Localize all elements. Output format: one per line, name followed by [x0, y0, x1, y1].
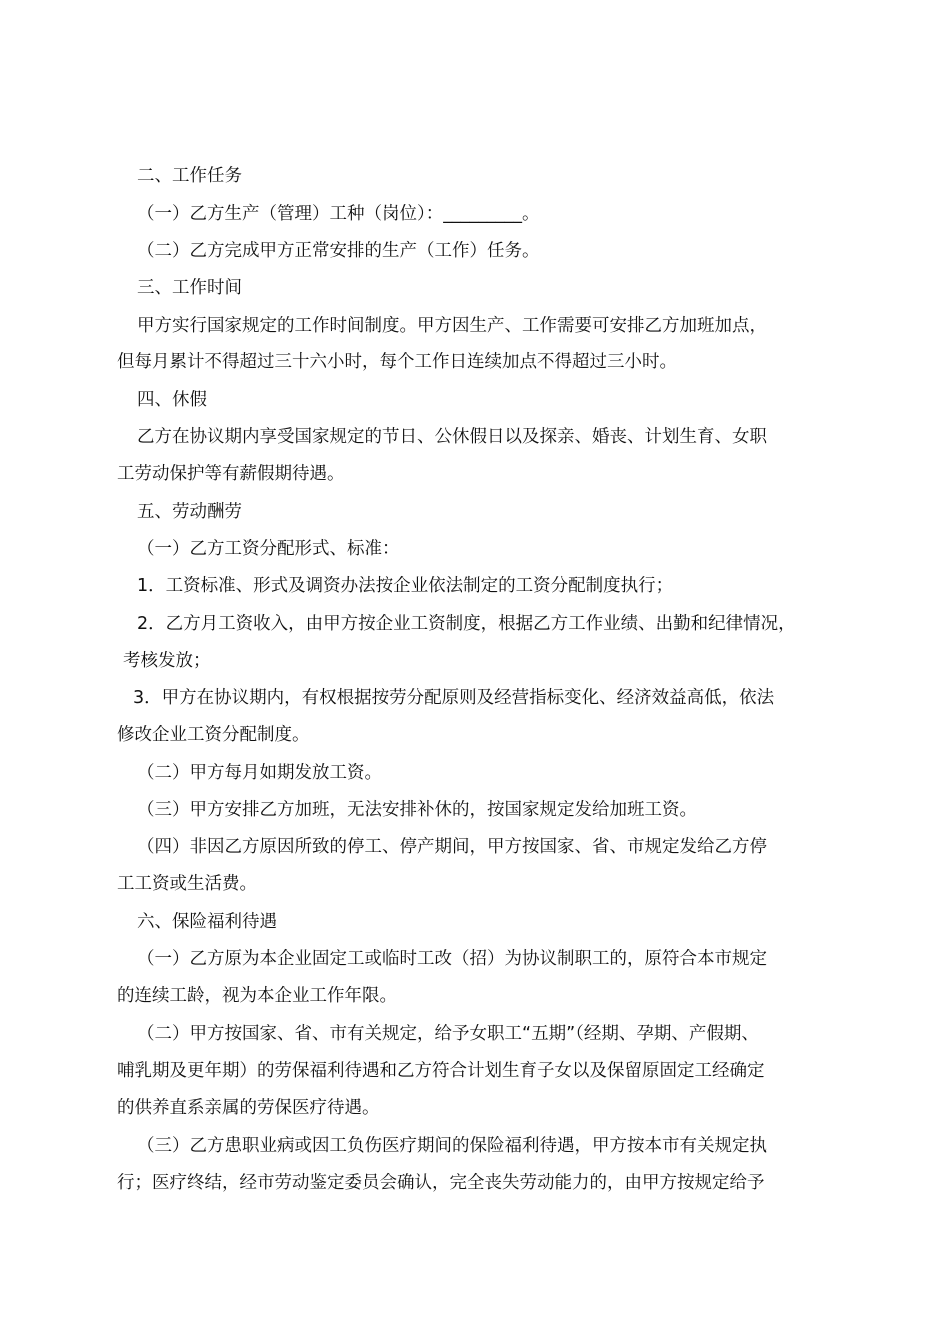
paragraph-line: 行；医疗终结，经市劳动鉴定委员会确认，完全丧失劳动能力的，由甲方按规定给予: [117, 1173, 765, 1193]
paragraph-line: 工工资或生活费。: [117, 874, 257, 894]
paragraph-line: 的连续工龄，视为本企业工作年限。: [117, 986, 397, 1006]
paragraph-line: （四）非因乙方原因所致的停工、停产期间，甲方按国家、省、市规定发给乙方停: [137, 837, 767, 857]
paragraph-line: 乙方在协议期内享受国家规定的节日、公休假日以及探亲、婚丧、计划生育、女职: [137, 427, 767, 447]
paragraph-line: 的供养直系亲属的劳保医疗待遇。: [117, 1098, 380, 1118]
paragraph-line: 3．甲方在协议期内，有权根据按劳分配原则及经营指标变化、经济效益高低，依法: [133, 688, 775, 708]
paragraph-line: （二）甲方每月如期发放工资。: [137, 763, 382, 783]
paragraph-line: 修改企业工资分配制度。: [117, 725, 310, 745]
paragraph-line: 考核发放；: [123, 651, 211, 671]
paragraph-line: 2．乙方月工资收入，由甲方按企业工资制度，根据乙方工作业绩、出勤和纪律情况，: [137, 614, 796, 634]
paragraph-line: （三）甲方安排乙方加班，无法安排补休的，按国家规定发给加班工资。: [137, 800, 697, 820]
paragraph-line: 哺乳期及更年期）的劳保福利待遇和乙方符合计划生育子女以及保留原固定工经确定: [117, 1061, 765, 1081]
paragraph-line: （二）乙方完成甲方正常安排的生产（工作）任务。: [137, 241, 540, 261]
paragraph-line: 1．工资标准、形式及调资办法按企业依法制定的工资分配制度执行；: [137, 576, 674, 596]
paragraph-line: 工劳动保护等有薪假期待遇。: [117, 464, 345, 484]
paragraph-line: （一）乙方工资分配形式、标准：: [137, 539, 400, 559]
section-heading-work-tasks: 二、工作任务: [137, 166, 242, 186]
section-heading-insurance-welfare: 六、保险福利待遇: [137, 912, 277, 932]
paragraph-line: （三）乙方患职业病或因工负伤医疗期间的保险福利待遇，甲方按本市有关规定执: [137, 1136, 767, 1156]
section-heading-vacation: 四、休假: [137, 390, 207, 410]
paragraph-line: 甲方实行国家规定的工作时间制度。甲方因生产、工作需要可安排乙方加班加点，: [137, 316, 767, 336]
paragraph-line: （一）乙方生产（管理）工种（岗位）：_________。: [137, 204, 540, 224]
section-heading-work-hours: 三、工作时间: [137, 278, 242, 298]
paragraph-line: （二）甲方按国家、省、市有关规定，给予女职工“五期”（经期、孕期、产假期、: [137, 1024, 759, 1044]
section-heading-labor-remuneration: 五、劳动酬劳: [137, 502, 242, 522]
paragraph-line: （一）乙方原为本企业固定工或临时工改（招）为协议制职工的，原符合本市规定: [137, 949, 767, 969]
paragraph-line: 但每月累计不得超过三十六小时，每个工作日连续加点不得超过三小时。: [117, 352, 677, 372]
